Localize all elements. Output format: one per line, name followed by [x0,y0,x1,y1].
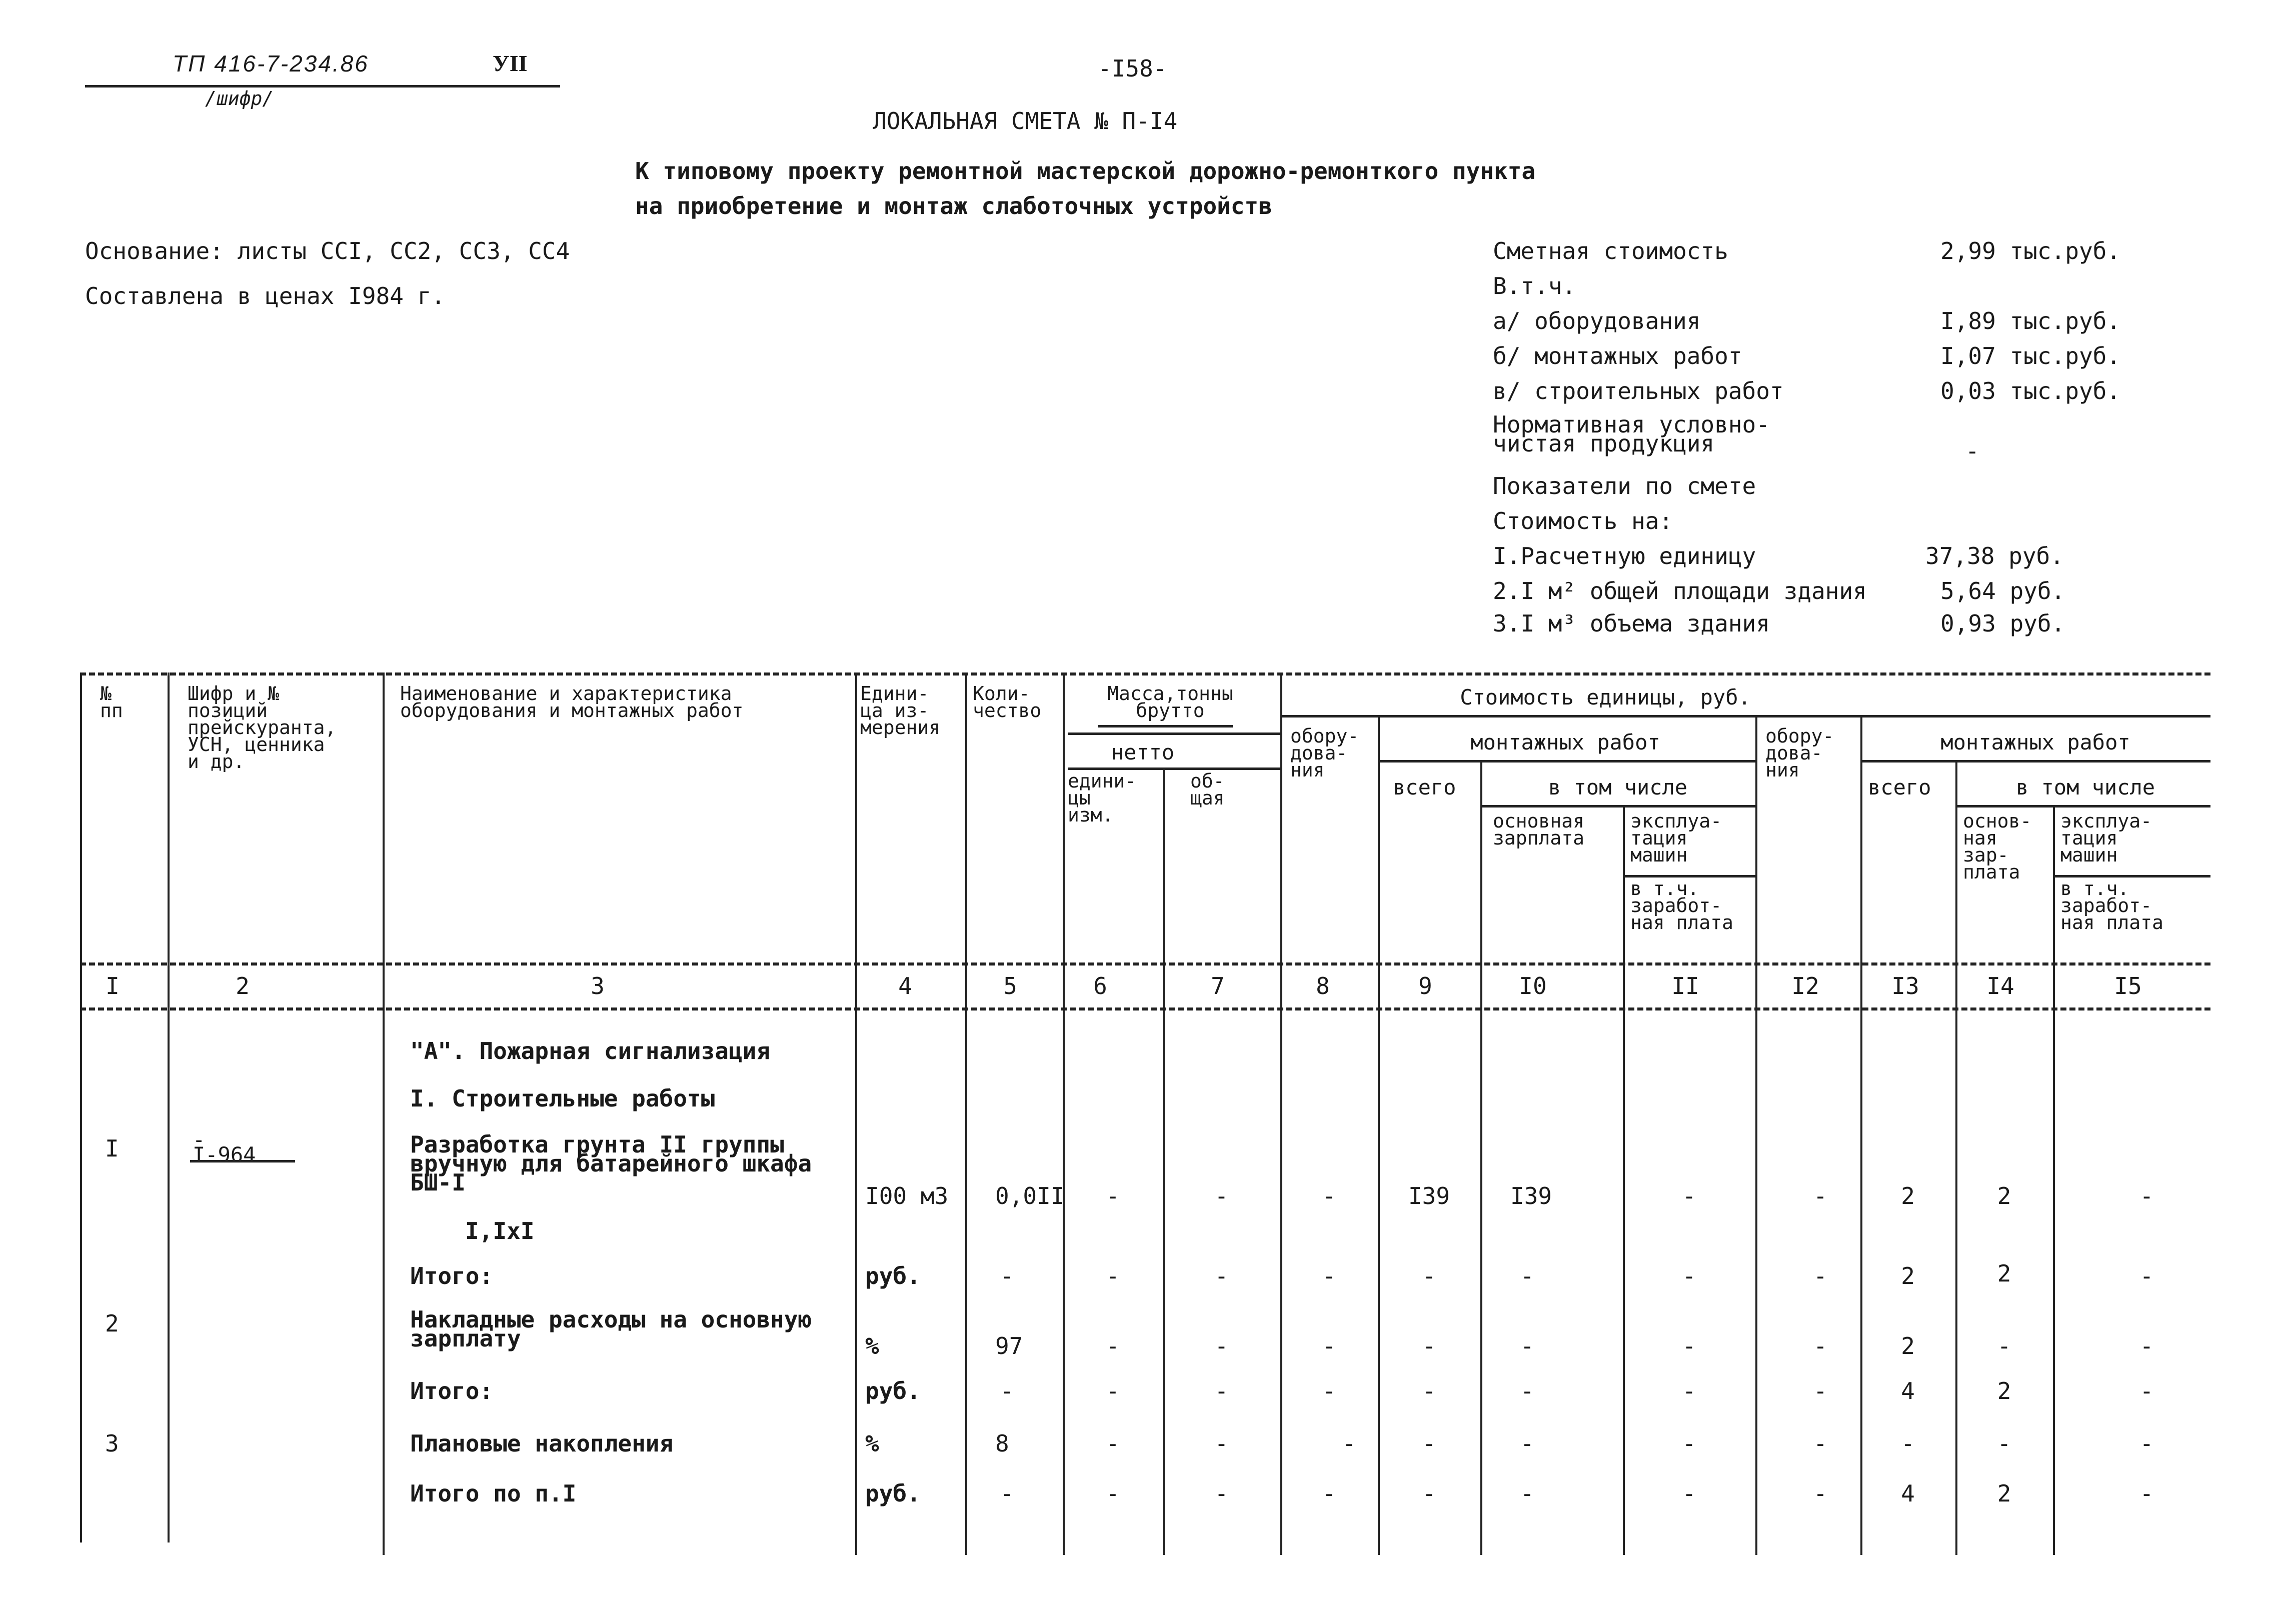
row-mount-total-b: 2 [1901,1332,1915,1360]
row-unit: руб. [865,1262,921,1290]
col-divider [1860,715,1862,1555]
header-mass: Масса,тонны брутто [1107,682,1233,722]
row-unit: % [865,1430,879,1457]
row-quantity: - [1000,1262,1014,1290]
summary-label: I.Расчетную единицу [1493,542,1756,570]
row-unit: руб. [865,1480,921,1507]
row-equipment-a: - [1322,1262,1336,1290]
section-title: "А". Пожарная сигнализация [410,1038,771,1064]
album-number: УII [493,50,528,76]
row-code: - I-964 [193,1128,256,1167]
summary-label: Сметная стоимость [1493,238,1728,264]
row-machine-a: - [1682,1378,1696,1404]
row-base-salary-b: 2 [1997,1182,2011,1210]
incl-b-rule [1955,805,2210,808]
row-mount-total-a: - [1422,1430,1436,1457]
summary-value: 0,03 тыс.руб. [1940,378,2121,404]
mass-netto-rule [1068,732,1280,735]
row-equipment-a: - [1342,1430,1356,1457]
header-col-base-salary-b: основ- ная зар- плата [1963,810,2032,883]
code-label: /шифр/ [205,88,274,110]
summary-value: - [1965,438,1979,464]
col-divider [1480,760,1482,1555]
row-mass-unit: - [1106,1430,1120,1457]
row-machine-b: - [2139,1332,2154,1360]
row-machine-b: - [2139,1182,2154,1210]
row-number: I [105,1135,119,1162]
header-col-mount-total-b: всего [1868,775,1931,800]
header-incl-a: в том числе [1548,775,1688,800]
row-mass-total: - [1214,1332,1229,1360]
header-incl-b: в том числе [2015,775,2155,800]
col-divider [1378,715,1380,1555]
summary-label: в/ строительных работ [1493,378,1784,404]
col-divider [383,672,385,1555]
summary-label: Стоимость на: [1493,508,1673,534]
row-mass-unit: - [1106,1378,1120,1404]
row-name: Итого по п.I [410,1480,577,1507]
header-col-number: № пп [100,682,123,722]
column-number: 8 [1316,972,1330,1000]
row-unit: I00 м3 [865,1182,949,1210]
row-machine-a: - [1682,1262,1696,1290]
page-number: -I58- [1098,55,1167,82]
column-number: I2 [1791,972,1819,1000]
summary-value: 37,38 руб. [1925,542,2064,570]
header-col-base-salary-a: основная зарплата [1493,810,1585,849]
row-equipment-a: - [1322,1182,1336,1210]
row-base-salary-a: - [1520,1378,1534,1404]
row-mass-unit: - [1106,1332,1120,1360]
row-name: I,IxI [465,1218,535,1244]
header-col-quantity: Коли- чество [973,682,1042,722]
table-top-rule [80,672,2210,676]
row-mass-unit: - [1106,1262,1120,1290]
column-number: I3 [1891,972,1919,1000]
row-mass-total: - [1214,1262,1229,1290]
row-machine-a: - [1682,1480,1696,1507]
row-name: Итого: [410,1378,494,1404]
summary-label: Показатели по смете [1493,472,1756,500]
row-equipment-a: - [1322,1480,1336,1507]
summary-value: 0,93 руб. [1940,610,2065,637]
summary-label: Нормативная условно- чистая продукция [1493,411,1770,457]
row-base-salary-b: 2 [1997,1378,2011,1404]
row-equipment-b: - [1813,1182,1827,1210]
row-equipment-a: - [1322,1378,1336,1404]
column-number: 6 [1093,972,1107,1000]
summary-label: 3.I м³ объема здания [1493,610,1770,637]
header-netto: нетто [1111,740,1175,764]
summary-value: I,07 тыс.руб. [1940,342,2121,370]
row-machine-a: - [1682,1430,1696,1457]
row-mass-total: - [1214,1182,1229,1210]
row-base-salary-b: 2 [1997,1260,2011,1287]
row-equipment-b: - [1813,1430,1827,1457]
mount-a-rule [1378,760,1755,762]
row-mount-total-a: - [1422,1480,1436,1507]
header-col-machine-a: эксплуа- тация машин [1630,810,1722,866]
row-equipment-b: - [1813,1262,1827,1290]
row-quantity: 97 [995,1332,1023,1360]
row-mount-total-b: 2 [1901,1262,1915,1290]
header-col-code: Шифр и № позиций прейскуранта, УСН, ценника и др. [188,682,337,772]
mount-b-rule [1860,760,2210,762]
price-basis: Составлена в ценах I984 г. [85,282,446,310]
summary-label: 2.I м² общей площади здания [1493,578,1867,604]
summary-value: 2,99 тыс.руб. [1940,238,2121,264]
row-base-salary-a: - [1520,1332,1534,1360]
column-number: I [106,972,120,1000]
document-code: ТП 416-7-234.86 [173,50,369,76]
basis-sheets: Основание: листы CCI, CC2, CC3, CC4 [85,238,570,264]
header-col-machine-wage-a: в т.ч. заработ- ная плата [1630,878,1733,934]
col-divider [1063,672,1065,1555]
header-col-machine-wage-b: в т.ч. заработ- ная плата [2060,878,2163,934]
row-mount-total-a: - [1422,1332,1436,1360]
col-divider [80,672,82,1542]
row-mass-total: - [1214,1430,1229,1457]
column-number: 2 [236,972,250,1000]
row-mount-total-a: - [1422,1262,1436,1290]
row-mount-total-b: - [1901,1430,1915,1457]
column-number: I4 [1986,972,2014,1000]
row-base-salary-a: I39 [1510,1182,1552,1210]
row-mass-unit: - [1106,1480,1120,1507]
row-name: Разработка грунта II группы вручную для батарейного шкафа БШ-I [410,1131,812,1196]
column-number: I5 [2114,972,2142,1000]
col-divider [168,672,170,1542]
header-bottom-rule [80,962,2210,966]
row-unit: руб. [865,1378,921,1404]
col-divider [2053,805,2055,1555]
summary-value: 5,64 руб. [1940,578,2065,604]
summary-label: б/ монтажных работ [1493,342,1742,370]
row-mass-total: - [1214,1480,1229,1507]
column-number: I0 [1519,972,1547,1000]
row-equipment-b: - [1813,1480,1827,1507]
header-col-mass-total: об- щая [1190,770,1225,809]
summary-label: а/ оборудования [1493,308,1701,334]
col-divider [965,672,967,1555]
row-mass-total: - [1214,1378,1229,1404]
column-number: 4 [898,972,912,1000]
row-name: Итого: [410,1262,494,1290]
subsection-title: I. Строительные работы [410,1085,715,1112]
header-col-mount-total-a: всего [1393,775,1456,800]
row-machine-b: - [2139,1262,2154,1290]
project-subtitle-1: К типовому проекту ремонтной мастерской дорожно-ремонткого пункта [635,158,1536,184]
column-number: 7 [1211,972,1225,1000]
row-machine-a: - [1682,1332,1696,1360]
row-quantity: 8 [995,1430,1009,1457]
summary-value: I,89 тыс.руб. [1940,308,2121,334]
row-equipment-b: - [1813,1378,1827,1404]
cost-unit-rule [1280,715,2210,718]
col-divider [1280,672,1282,1555]
row-machine-a: - [1682,1182,1696,1210]
header-mount-b: монтажных работ [1940,730,2130,754]
summary-label: В.т.ч. [1493,272,1576,300]
row-mount-total-a: - [1422,1378,1436,1404]
row-mount-total-a: I39 [1408,1182,1450,1210]
column-number-rule [80,1008,2210,1010]
estimate-title: ЛОКАЛЬНАЯ СМЕТА № П-I4 [873,108,1178,134]
row-base-salary-b: - [1997,1430,2011,1457]
column-number: II [1671,972,1699,1000]
col-divider [855,672,857,1555]
row-base-salary-a: - [1520,1480,1534,1507]
row-machine-b: - [2139,1430,2154,1457]
header-col-name: Наименование и характеристика оборудования и монтажных работ [400,682,744,722]
row-base-salary-a: - [1520,1430,1534,1457]
row-quantity: - [1000,1480,1014,1507]
column-number: 3 [591,972,605,1000]
brutto-rule [1098,725,1233,728]
header-col-unit: Едини- ца из- мерения [860,682,941,738]
project-subtitle-2: на приобретение и монтаж слаботочных устройств [635,192,1272,220]
row-name: Плановые накопления [410,1430,674,1457]
row-number: 3 [105,1430,119,1457]
column-number: 5 [1003,972,1017,1000]
row-quantity: - [1000,1378,1014,1404]
row-machine-b: - [2139,1480,2154,1507]
row-base-salary-a: - [1520,1262,1534,1290]
row-base-salary-b: 2 [1997,1480,2011,1507]
row-equipment-a: - [1322,1332,1336,1360]
row-mount-total-b: 4 [1901,1480,1915,1507]
row-mount-total-b: 2 [1901,1182,1915,1210]
header-col-equipment-b: обору- дова- ния [1765,725,1834,781]
incl-a-rule [1480,805,1755,808]
row-machine-b: - [2139,1378,2154,1404]
code-underline [190,1160,295,1162]
row-number: 2 [105,1310,119,1337]
header-cost-unit: Стоимость единицы, руб. [1460,685,1751,710]
row-base-salary-b: - [1997,1332,2011,1360]
row-mass-unit: - [1106,1182,1120,1210]
header-col-mass-unit: едини- цы изм. [1068,770,1137,826]
row-unit: % [865,1332,879,1360]
row-equipment-b: - [1813,1332,1827,1360]
row-mount-total-b: 4 [1901,1378,1915,1404]
column-number: 9 [1418,972,1432,1000]
header-mount-a: монтажных работ [1470,730,1660,754]
header-underline [85,85,560,88]
row-quantity: 0,0II [995,1182,1065,1210]
row-name: Накладные расходы на основную зарплату [410,1306,812,1352]
header-col-equipment-a: обору- дова- ния [1290,725,1359,781]
col-divider [1755,715,1757,1555]
header-col-machine-b: эксплуа- тация машин [2060,810,2152,866]
